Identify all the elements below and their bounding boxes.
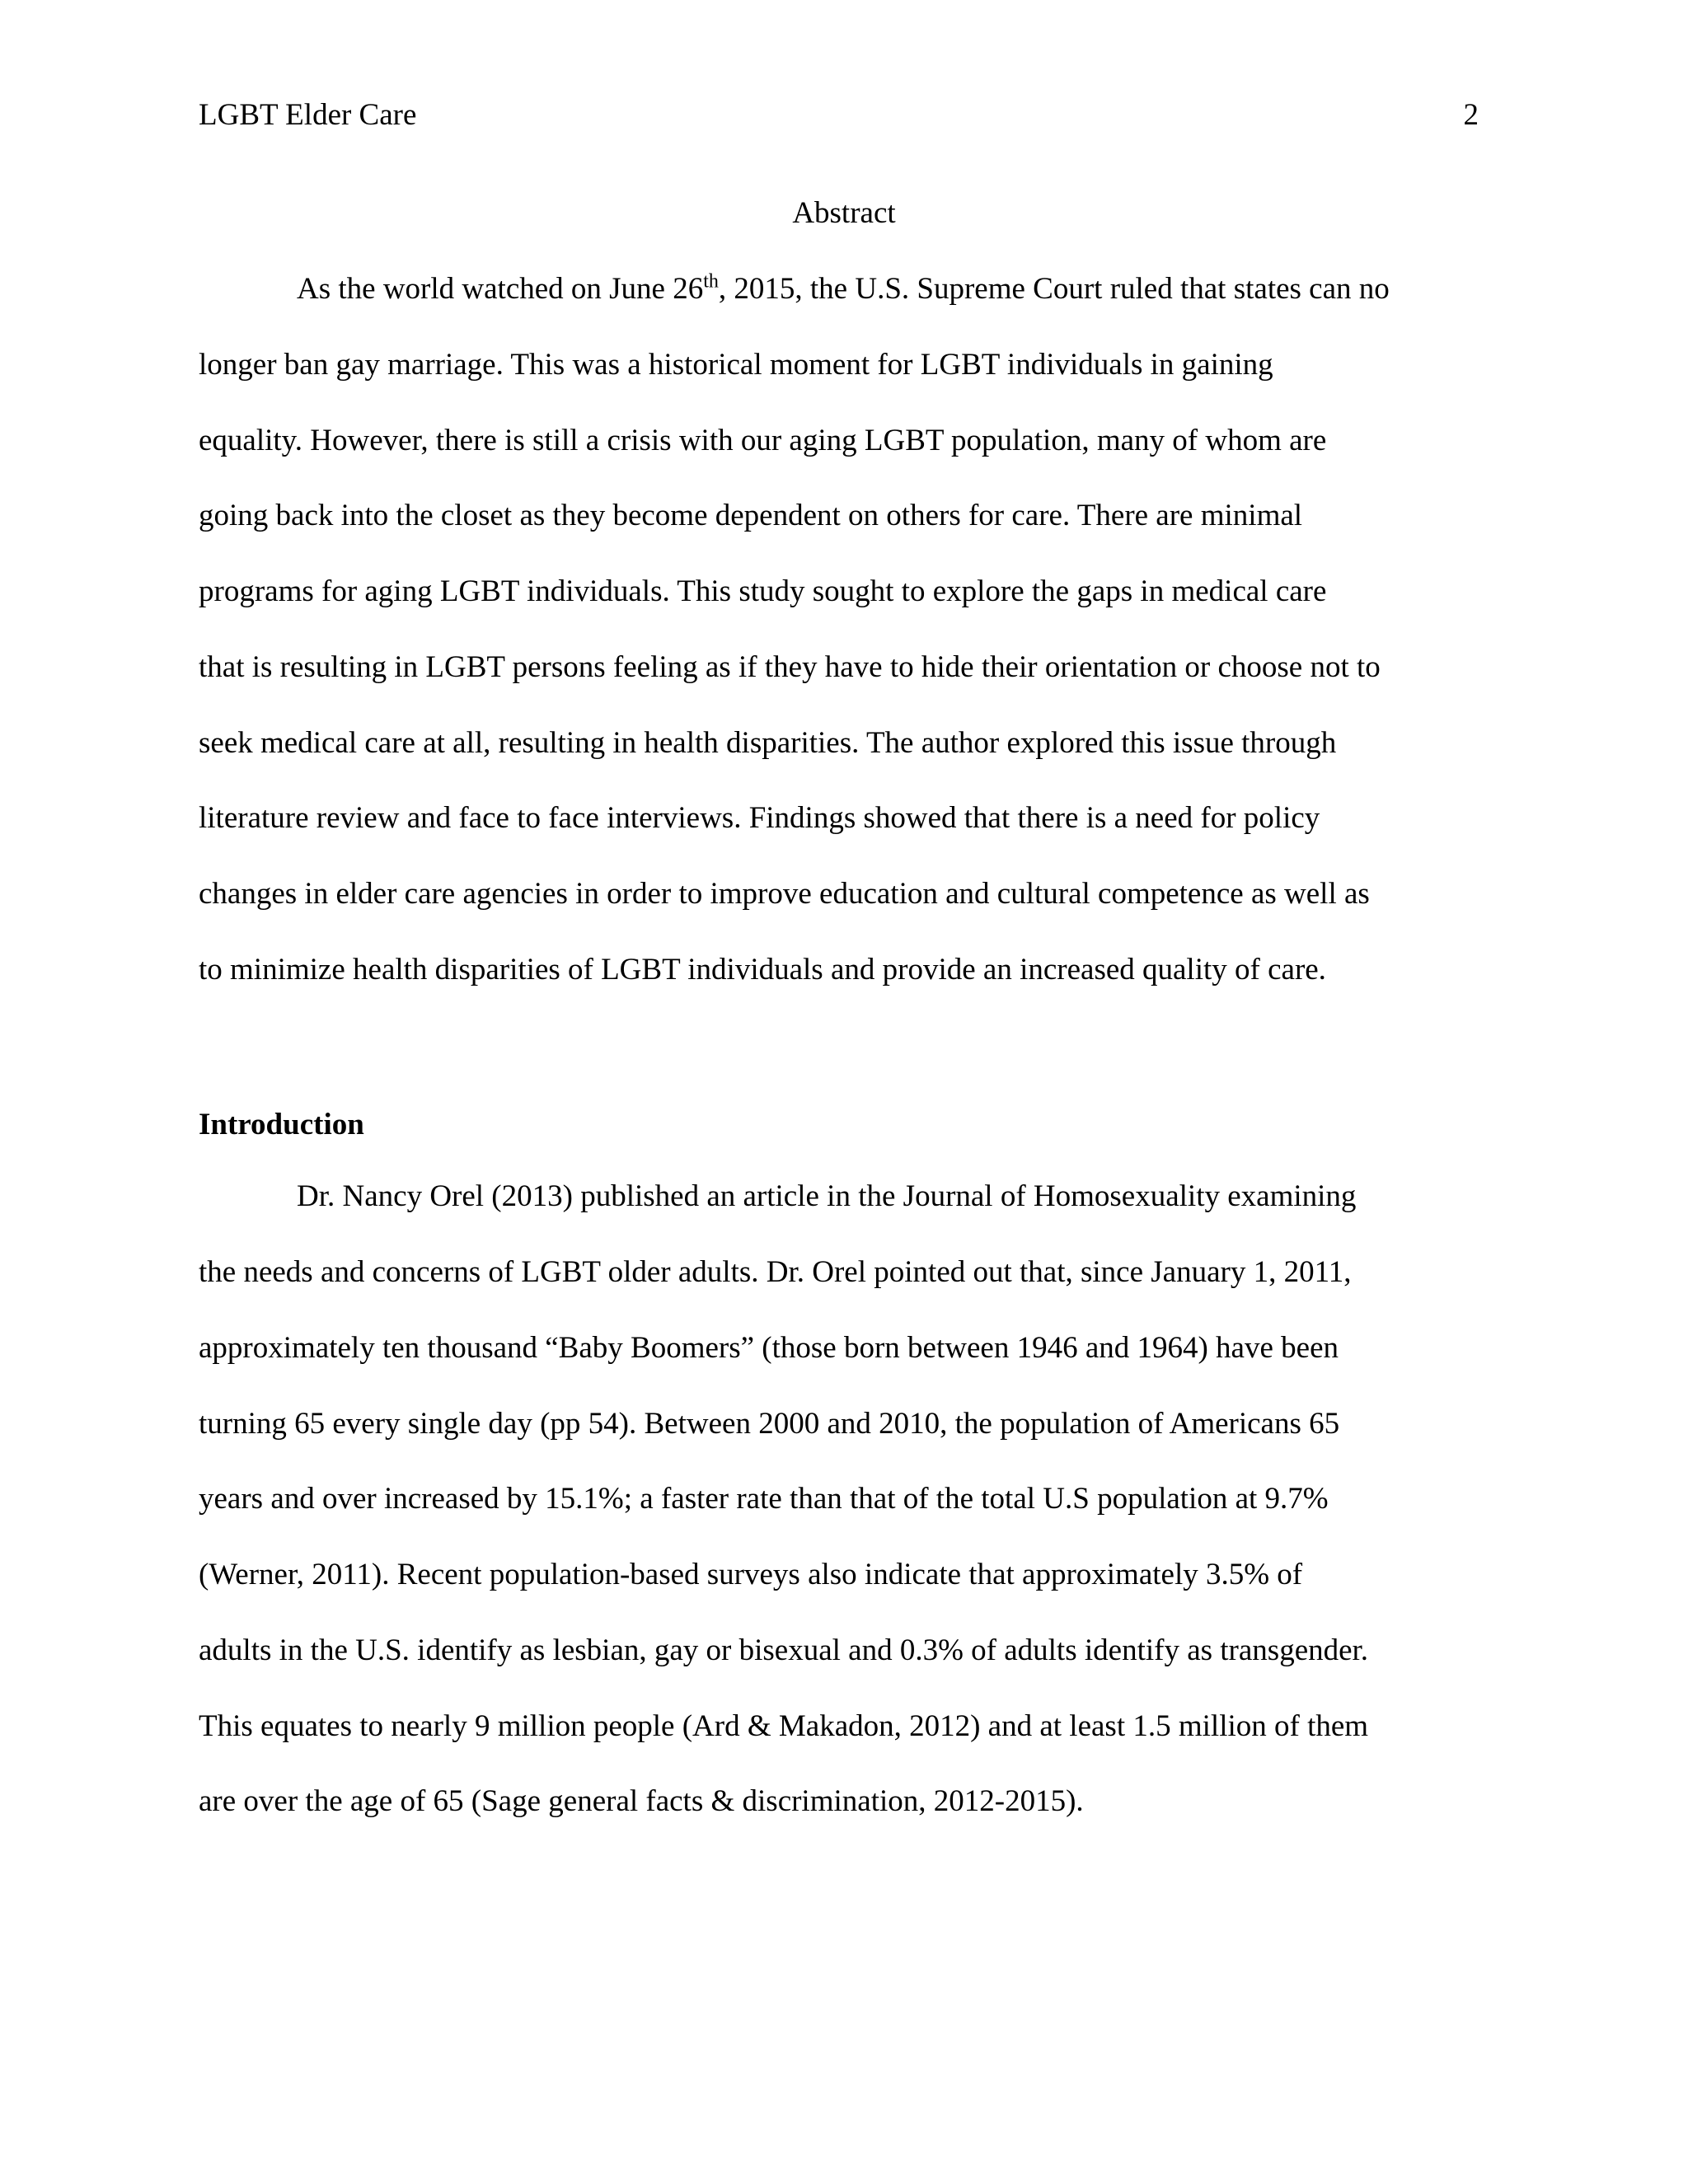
abstract-line-1-text: As the world watched on June 26 — [297, 272, 704, 306]
introduction-line: adults in the U.S. identify as lesbian, gay or bisexual and 0.3% of adults identify as transgender. — [199, 1633, 1369, 1667]
introduction-line: approximately ten thousand “Baby Boomers” (those born between 1946 and 1964) have been — [199, 1331, 1339, 1365]
abstract-line: literature review and face to face interviews. Findings showed that there is a need for policy — [199, 801, 1320, 835]
introduction-line: (Werner, 2011). Recent population-based surveys also indicate that approximately 3.5% of — [199, 1558, 1303, 1591]
introduction-line: the needs and concerns of LGBT older adults. Dr. Orel pointed out that, since January 1, 2011, — [199, 1255, 1352, 1289]
running-head: LGBT Elder Care — [199, 98, 417, 132]
introduction-line: years and over increased by 15.1%; a faster rate than that of the total U.S population at 9.7% — [199, 1482, 1329, 1516]
abstract-line-1 — [297, 271, 1390, 307]
abstract-line: to minimize health disparities of LGBT individuals and provide an increased quality of care. — [199, 953, 1326, 987]
abstract-line-1-rest: , 2015, the U.S. Supreme Court ruled that states can no — [718, 272, 1390, 306]
introduction-heading: Introduction — [199, 1108, 364, 1141]
abstract-line: equality. However, there is still a crisis with our aging LGBT population, many of whom are — [199, 424, 1327, 457]
introduction-line: turning 65 every single day (pp 54). Between 2000 and 2010, the population of Americans 65 — [199, 1407, 1340, 1441]
page-number: 2 — [1463, 98, 1479, 132]
abstract-line: seek medical care at all, resulting in health disparities. The author explored this issue through — [199, 726, 1337, 760]
abstract-title: Abstract — [792, 196, 896, 230]
introduction-line: are over the age of 65 (Sage general facts & discrimination, 2012-2015). — [199, 1784, 1084, 1818]
abstract-line: changes in elder care agencies in order to improve education and cultural competence as well as — [199, 877, 1370, 911]
abstract-line: going back into the closet as they become dependent on others for care. There are minimal — [199, 499, 1303, 532]
abstract-line: programs for aging LGBT individuals. This study sought to explore the gaps in medical care — [199, 574, 1327, 608]
abstract-line: longer ban gay marriage. This was a historical moment for LGBT individuals in gaining — [199, 348, 1273, 382]
ordinal-superscript: th — [703, 270, 719, 293]
abstract-line: that is resulting in LGBT persons feeling as if they have to hide their orientation or choose not to — [199, 650, 1381, 684]
introduction-line: This equates to nearly 9 million people (Ard & Makadon, 2012) and at least 1.5 million of them — [199, 1709, 1369, 1743]
introduction-line: Dr. Nancy Orel (2013) published an article in the Journal of Homosexuality examining — [297, 1179, 1357, 1213]
